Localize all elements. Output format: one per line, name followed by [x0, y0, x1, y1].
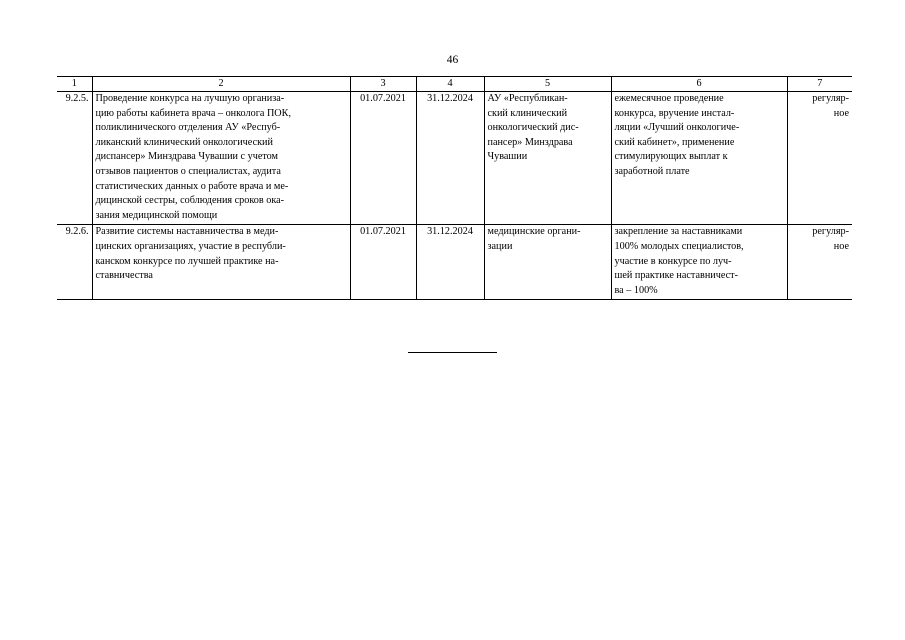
cell-line: 01.07.2021	[360, 226, 406, 238]
cell-line: зания медицинской помощи	[95, 209, 218, 221]
column-header: 3	[350, 77, 416, 92]
table-row	[57, 92, 852, 225]
cell-line: Чувашии	[487, 151, 528, 163]
column-header: 5	[484, 77, 611, 92]
cell-line: статистических данных о работе врача и ме-	[95, 180, 289, 192]
cell-line: ное	[833, 240, 849, 252]
activity-description	[92, 225, 350, 300]
cell-line: АУ «Республикан-	[487, 93, 568, 104]
start-date	[350, 225, 416, 300]
cell-line: онкологический дис-	[487, 122, 579, 134]
column-header: 2	[92, 77, 350, 92]
column-header: 6	[611, 77, 787, 92]
cell-line: Развитие системы наставничества в меди-	[95, 226, 279, 238]
cell-line: 100% молодых специалистов,	[614, 240, 744, 252]
cell-line: заработной плате	[614, 165, 690, 177]
cell-line: ский клинический	[487, 107, 568, 119]
cell-line: регуляр-	[812, 93, 849, 104]
cell-line: цинских организациях, участие в республи-	[95, 240, 286, 252]
responsible-executor	[484, 92, 611, 225]
cell-line: отзывов пациентов о специалистах, аудита	[95, 165, 281, 177]
end-date	[416, 92, 484, 225]
item-number: 9.2.6.	[57, 225, 92, 300]
periodicity	[787, 92, 852, 225]
cell-line: конкурса, вручение инстал-	[614, 107, 735, 119]
closing-rule	[408, 352, 497, 353]
cell-line: регуляр-	[812, 226, 849, 238]
cell-line: 31.12.2024	[427, 93, 473, 104]
cell-line: ное	[833, 107, 849, 119]
cell-line: ляции «Лучший онкологиче-	[614, 122, 740, 134]
cell-line: стимулирующих выплат к	[614, 151, 728, 163]
column-header: 7	[787, 77, 852, 92]
cell-line: 01.07.2021	[360, 93, 406, 104]
cell-line: шей практике наставничест-	[614, 270, 738, 282]
cell-line: медицинские органи-	[487, 226, 581, 238]
cell-line: ский кабинет», применение	[614, 136, 735, 148]
column-header: 1	[57, 77, 92, 92]
cell-line: Проведение конкурса на лучшую организа-	[95, 93, 285, 104]
cell-line: пансер» Минздрава	[487, 136, 573, 148]
periodicity	[787, 225, 852, 300]
cell-line: ставничества	[95, 270, 153, 282]
cell-line: участие в конкурсе по луч-	[614, 255, 732, 267]
end-date	[416, 225, 484, 300]
activity-plan-table	[57, 76, 852, 300]
cell-line: зации	[487, 240, 513, 252]
expected-result	[611, 225, 787, 300]
item-number: 9.2.5.	[57, 92, 92, 225]
cell-line: диспансер» Минздрава Чувашии с учетом	[95, 151, 279, 163]
start-date	[350, 92, 416, 225]
cell-line: цию работы кабинета врача – онколога ПОК,	[95, 107, 292, 119]
expected-result	[611, 92, 787, 225]
responsible-executor	[484, 225, 611, 300]
cell-line: ликанский клинический онкологический	[95, 136, 273, 148]
page-number: 46	[446, 54, 459, 66]
activity-description	[92, 92, 350, 225]
cell-line: закрепление за наставниками	[614, 226, 743, 238]
cell-line: ва – 100%	[614, 284, 658, 296]
table-header-row	[57, 77, 852, 92]
cell-line: поликлинического отделения АУ «Респуб-	[95, 122, 281, 134]
cell-line: 31.12.2024	[427, 226, 473, 238]
cell-line: дицинской сестры, соблюдения сроков ока-	[95, 195, 285, 207]
column-header: 4	[416, 77, 484, 92]
table-row	[57, 225, 852, 300]
cell-line: ежемесячное проведение	[614, 93, 724, 104]
cell-line: канском конкурсе по лучшей практике на-	[95, 255, 279, 267]
